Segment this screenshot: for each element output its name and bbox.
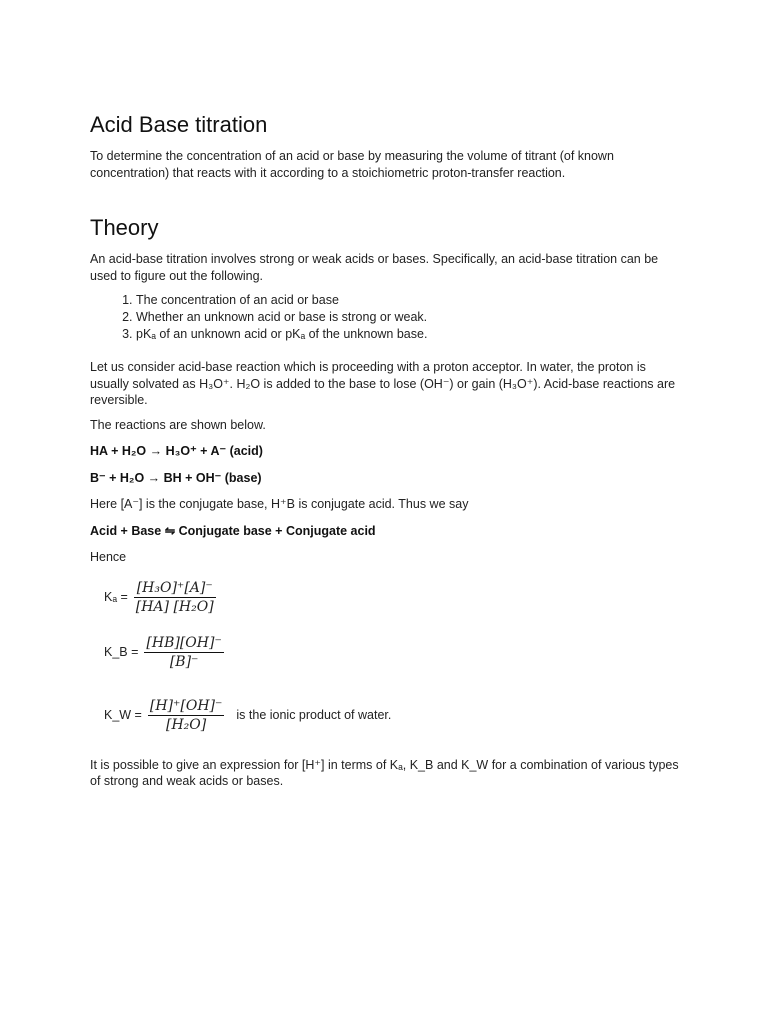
kw-numerator: [H]⁺[OH]⁻ [149, 697, 223, 714]
fraction-bar [148, 715, 225, 716]
ka-denominator: [HA] [H₂O] [135, 598, 214, 615]
reactions-intro: The reactions are shown below. [90, 417, 266, 432]
closing-paragraph: It is possible to give an expression for [H⁺] in terms of Kₐ, K_B and K_W for a combination of various types of strong and weak acids or bases. [90, 757, 679, 788]
ka-label: Kₐ = [104, 590, 128, 604]
kw-formula [104, 698, 680, 733]
hence-text: Hence [90, 550, 127, 564]
document-content [90, 112, 680, 790]
intro-paragraph: To determine the concentration of an acid or base by measuring the volume of titrant (of known concentration) that reacts with it according to a stoichiometric proton-transfer reaction. [90, 149, 614, 180]
kw-description: is the ionic product of water. [236, 708, 392, 722]
list-item: 1. The concentration of an acid or base [136, 292, 680, 309]
kb-label: K_B = [104, 645, 139, 659]
kb-numerator: [HB][OH]⁻ [146, 634, 222, 651]
ka-formula [104, 580, 680, 615]
list-item: 2. Whether an unknown acid or base is strong or weak. [136, 309, 680, 326]
fraction-bar [134, 597, 216, 598]
kb-denominator: [B]⁻ [169, 653, 199, 670]
kw-fraction [148, 698, 225, 733]
conjugate-paragraph: Here [A⁻] is the conjugate base, H⁺B is conjugate acid. Thus we say [90, 497, 469, 511]
kb-fraction [144, 635, 223, 670]
theory-heading: Theory [90, 215, 159, 240]
ka-numerator: [H₃O]⁺[A]⁻ [136, 579, 213, 596]
page-title: Acid Base titration [90, 112, 268, 137]
kb-formula [104, 635, 680, 670]
uses-list [90, 292, 680, 343]
list-item: 3. pKₐ of an unknown acid or pKₐ of the unknown base. [136, 326, 680, 343]
theory-paragraph: An acid-base titration involves strong or weak acids or bases. Specifically, an acid-base titration can be used to figure out the following. [90, 252, 659, 283]
kw-label: K_W = [104, 708, 142, 722]
reaction-paragraph: Let us consider acid-base reaction which is proceeding with a proton acceptor. In water, the proton is usually solvated as H₃O⁺. H₂O is added to the base to lose (OH⁻) or gain (H₃O⁺). Acid-base reactions are reversible. [90, 360, 676, 407]
acid-equation: HA + H₂O → H₃O⁺ + A⁻ (acid) [90, 444, 263, 458]
ka-fraction [134, 580, 216, 615]
kw-denominator: [H₂O] [166, 716, 207, 733]
conjugate-equation: Acid + Base ⇋ Conjugate base + Conjugate acid [90, 523, 376, 538]
base-equation: B⁻ + H₂O → BH + OH⁻ (base) [90, 470, 262, 485]
fraction-bar [144, 652, 223, 653]
